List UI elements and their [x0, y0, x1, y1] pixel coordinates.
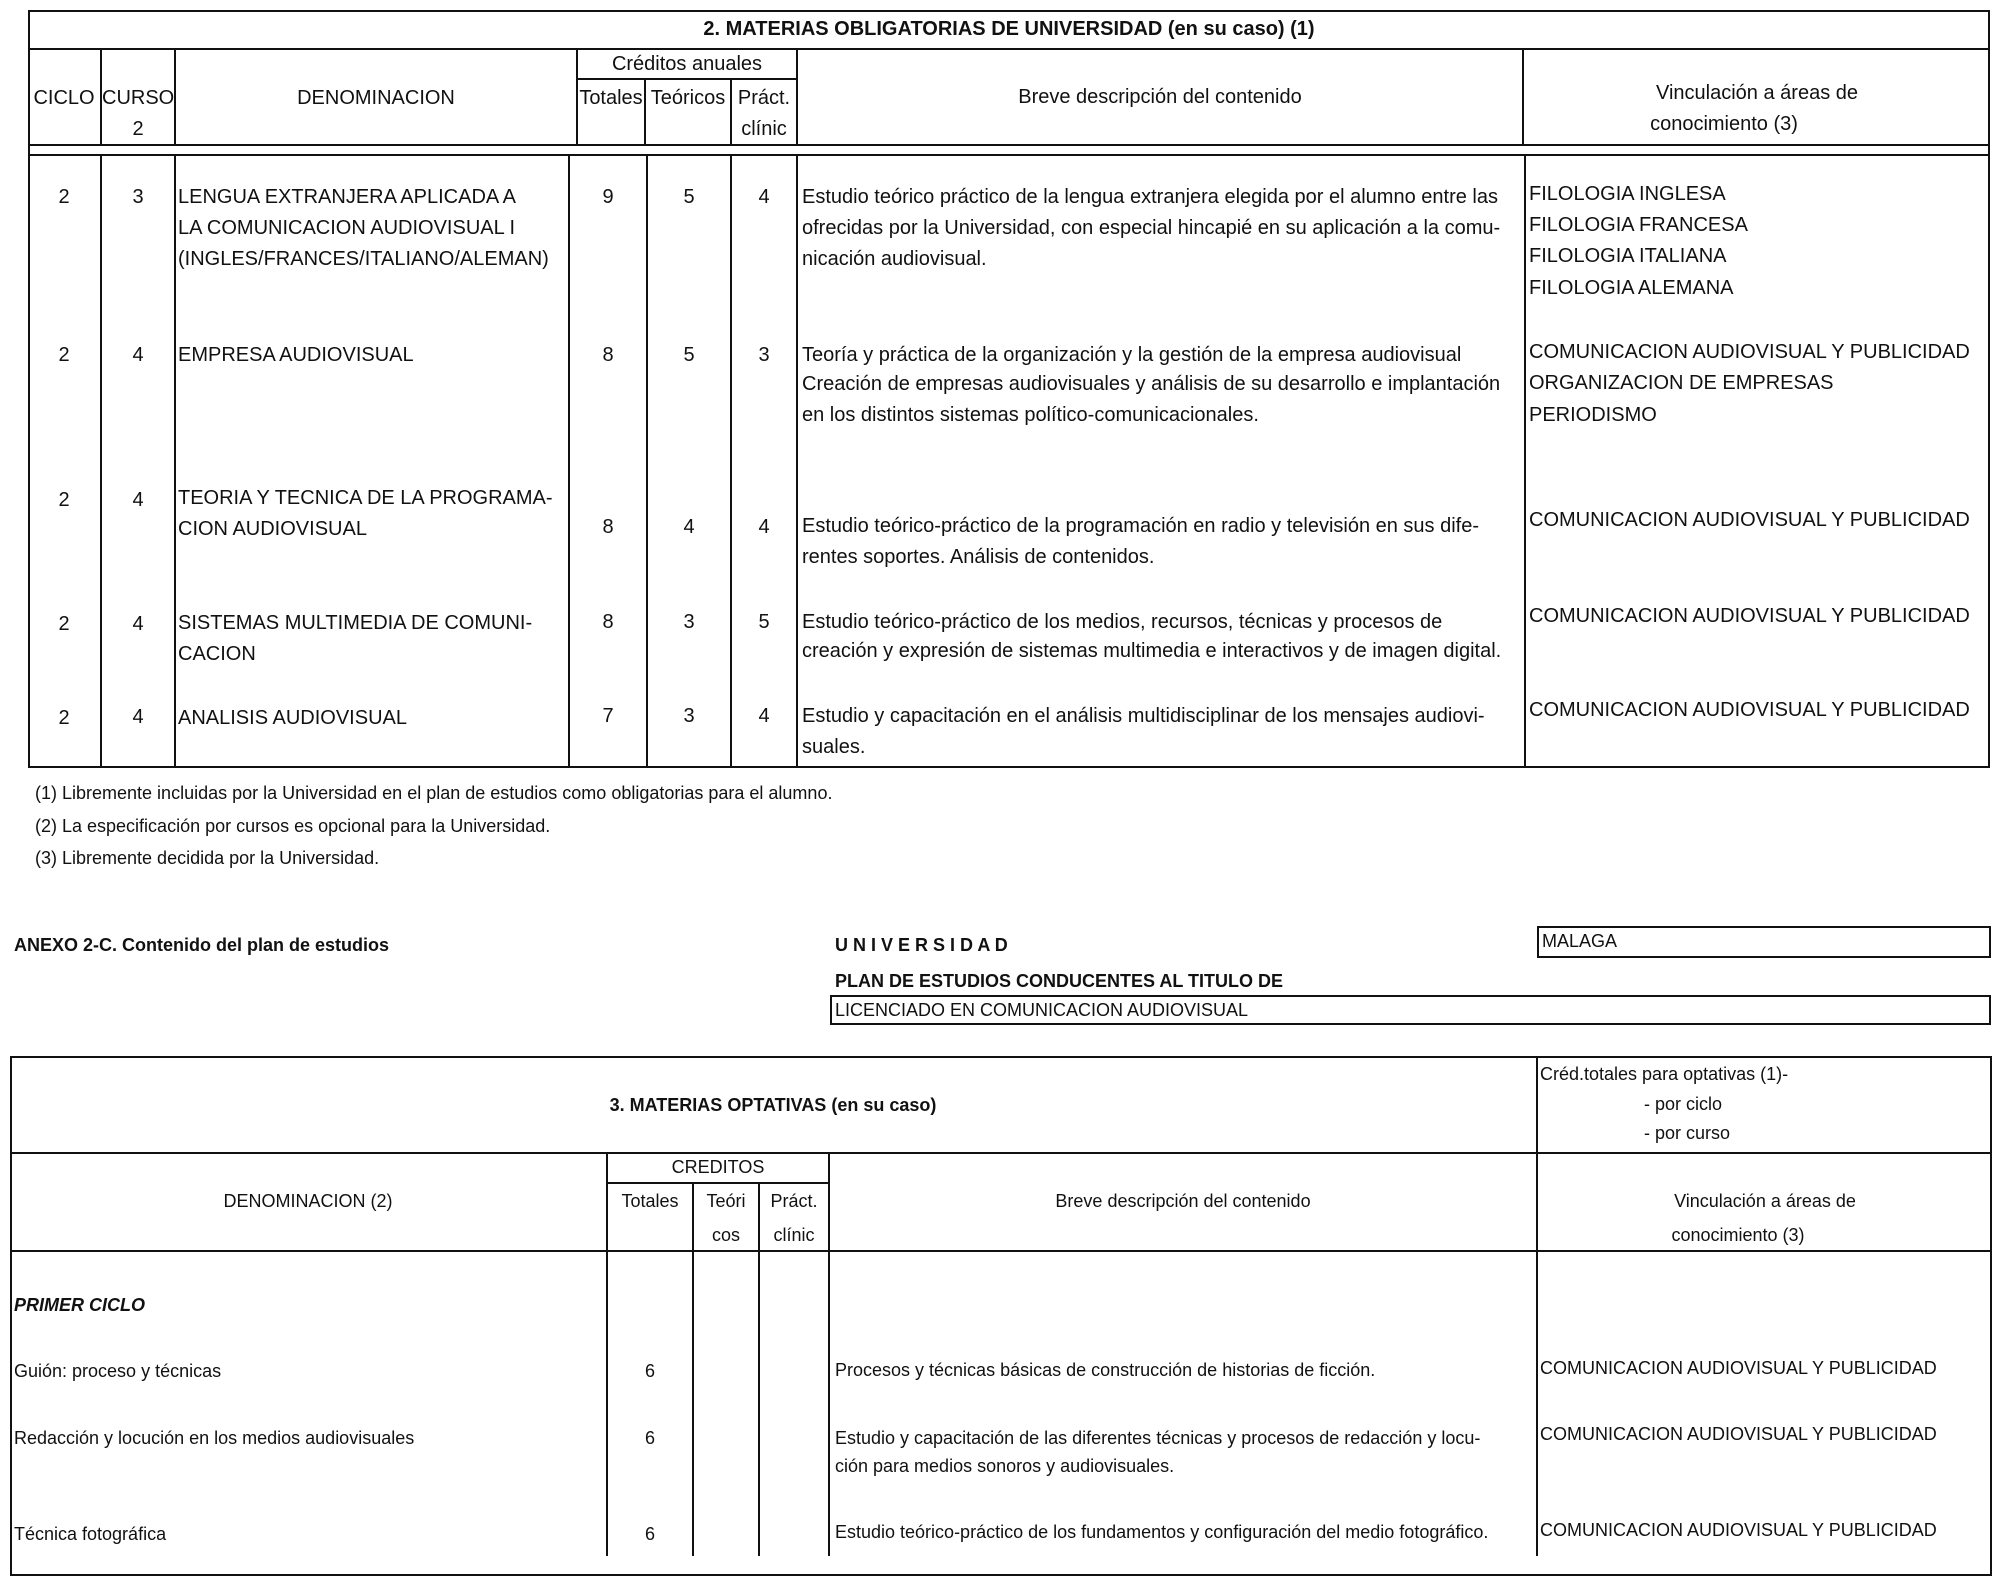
cell-teoricos: 5 [683, 186, 695, 208]
header-creditos-anuales: Créditos anuales [611, 53, 763, 75]
cell-descripcion: creación y expresión de sistemas multimedia e interactivos y de imagen digital. [802, 640, 1502, 662]
cell-area: COMUNICACION AUDIOVISUAL Y PUBLICIDAD [1540, 1358, 1937, 1378]
cell-area: COMUNICACION AUDIOVISUAL Y PUBLICIDAD [1540, 1520, 1937, 1540]
table-divider [28, 144, 1990, 146]
table-divider [28, 48, 1990, 50]
cell-area: COMUNICACION AUDIOVISUAL Y PUBLICIDAD [1529, 699, 1970, 721]
section-primer-ciclo: PRIMER CICLO [14, 1295, 146, 1315]
header-teoricos: Teóri [706, 1191, 746, 1211]
header-ciclo: CICLO [33, 87, 95, 109]
cell-practicos: 4 [758, 516, 770, 538]
cell-denominacion: ANALISIS AUDIOVISUAL [178, 707, 407, 729]
cell-denominacion: Técnica fotográfica [14, 1524, 167, 1544]
table-divider [1536, 1056, 1538, 1152]
header-totales: Totales [579, 87, 643, 109]
table-divider [28, 154, 1990, 156]
cell-practicos: 4 [758, 186, 770, 208]
cell-descripcion: Estudio teórico-práctico de los medios, recursos, técnicas y procesos de [802, 611, 1443, 633]
cell-area: PERIODISMO [1529, 404, 1657, 426]
cell-ciclo: 2 [58, 707, 70, 729]
cell-area: COMUNICACION AUDIOVISUAL Y PUBLICIDAD [1529, 605, 1970, 627]
cell-descripcion: Estudio y capacitación en el análisis multidisciplinar de los mensajes audiovi- [802, 705, 1485, 727]
cell-ciclo: 2 [58, 186, 70, 208]
cell-ciclo: 2 [58, 613, 70, 635]
cell-area: FILOLOGIA FRANCESA [1529, 214, 1748, 236]
cell-ciclo: 2 [58, 489, 70, 511]
cell-teoricos: 4 [683, 516, 695, 538]
header-vinculacion-l2: conocimiento (3) [1650, 113, 1798, 135]
plan-label: PLAN DE ESTUDIOS CONDUCENTES AL TITULO DE [835, 971, 1284, 991]
cell-denominacion: LENGUA EXTRANJERA APLICADA A [178, 186, 516, 208]
cell-totales: 7 [602, 705, 614, 727]
table-divider [100, 154, 102, 768]
header-curso: CURSO [102, 87, 175, 109]
cred-totales-ciclo: - por ciclo [1644, 1094, 1723, 1114]
universidad-label: U N I V E R S I D A D [835, 935, 1008, 955]
annex-label: ANEXO 2-C. Contenido del plan de estudios [14, 935, 390, 955]
header-practicos: Práct. [770, 1191, 818, 1211]
header-teoricos: Teóricos [650, 87, 726, 109]
cred-totales-label: Créd.totales para optativas (1)- [1540, 1064, 1789, 1084]
header-curso-note: 2 [132, 118, 144, 140]
cell-curso: 4 [132, 344, 144, 366]
footnote: (1) Libremente incluidas por la Universidad en el plan de estudios como obligatorias para el alumno. [35, 783, 833, 803]
cell-denominacion: CACION [178, 643, 256, 665]
footnote: (3) Libremente decidida por la Universidad. [35, 848, 380, 868]
table-divider [608, 1182, 830, 1184]
header-denominacion: DENOMINACION [297, 87, 455, 109]
header-descripcion: Breve descripción del contenido [1018, 86, 1302, 108]
cell-descripcion: Procesos y técnicas básicas de construcción de historias de ficción. [835, 1360, 1376, 1380]
cell-denominacion: Redacción y locución en los medios audiovisuales [14, 1428, 415, 1448]
titulo-value: LICENCIADO EN COMUNICACION AUDIOVISUAL [835, 1000, 1249, 1020]
cell-teoricos: 3 [683, 611, 695, 633]
cell-descripcion: en los distintos sistemas político-comunicacionales. [802, 404, 1259, 426]
cell-area: FILOLOGIA INGLESA [1529, 183, 1726, 205]
cred-totales-curso: - por curso [1644, 1123, 1731, 1143]
table-divider [568, 154, 570, 768]
table-divider [730, 154, 732, 768]
table-divider [10, 1152, 1992, 1154]
footnote: (2) La especificación por cursos es opcional para la Universidad. [35, 816, 551, 836]
cell-area: FILOLOGIA ALEMANA [1529, 277, 1734, 299]
header-vinculacion-l2: conocimiento (3) [1671, 1225, 1805, 1245]
header-teoricos-l2: cos [711, 1225, 740, 1245]
cell-descripcion: Teoría y práctica de la organización y la gestión de la empresa audiovisual [802, 344, 1462, 366]
cell-denominacion: LA COMUNICACION AUDIOVISUAL I [178, 217, 516, 239]
table-divider [10, 1250, 1992, 1252]
cell-descripcion: Estudio teórico práctico de la lengua extranjera elegida por el alumno entre las [802, 186, 1498, 208]
cell-denominacion: EMPRESA AUDIOVISUAL [178, 344, 414, 366]
table-title: 2. MATERIAS OBLIGATORIAS DE UNIVERSIDAD (en su caso) (1) [703, 18, 1315, 40]
cell-descripcion: nicación audiovisual. [802, 248, 987, 270]
header-totales: Totales [621, 1191, 679, 1211]
cell-practicos: 4 [758, 705, 770, 727]
header-descripcion: Breve descripción del contenido [1055, 1191, 1311, 1211]
cell-area: COMUNICACION AUDIOVISUAL Y PUBLICIDAD [1540, 1424, 1937, 1444]
cell-totales: 8 [602, 344, 614, 366]
cell-denominacion: Guión: proceso y técnicas [14, 1361, 222, 1381]
cell-curso: 3 [132, 186, 144, 208]
cell-area: FILOLOGIA ITALIANA [1529, 245, 1727, 267]
cell-curso: 4 [132, 706, 144, 728]
cell-practicos: 5 [758, 611, 770, 633]
cell-denominacion: CION AUDIOVISUAL [178, 518, 367, 540]
cell-descripcion: Estudio y capacitación de las diferentes técnicas y procesos de redacción y locu- [835, 1428, 1481, 1448]
cell-area: COMUNICACION AUDIOVISUAL Y PUBLICIDAD [1529, 509, 1970, 531]
header-vinculacion: Vinculación a áreas de [1674, 1191, 1856, 1211]
header-practicos-l2: clínic [773, 1225, 815, 1245]
cell-descripcion: ción para medios sonoros y audiovisuales. [835, 1456, 1175, 1476]
universidad-value: MALAGA [1542, 931, 1618, 951]
cell-totales: 6 [644, 1361, 655, 1381]
cell-area: COMUNICACION AUDIOVISUAL Y PUBLICIDAD [1529, 341, 1970, 363]
cell-totales: 9 [602, 186, 614, 208]
header-denominacion: DENOMINACION (2) [223, 1191, 393, 1211]
cell-area: ORGANIZACION DE EMPRESAS [1529, 372, 1834, 394]
table-divider [646, 154, 648, 768]
cell-descripcion: suales. [802, 736, 866, 758]
cell-descripcion: ofrecidas por la Universidad, con especial hincapié en su aplicación a la comu- [802, 217, 1501, 239]
cell-descripcion: Creación de empresas audiovisuales y análisis de su desarrollo e implantación [802, 373, 1501, 395]
cell-totales: 6 [644, 1524, 655, 1544]
cell-teoricos: 3 [683, 705, 695, 727]
table-title: 3. MATERIAS OPTATIVAS (en su caso) [609, 1095, 937, 1115]
cell-denominacion: SISTEMAS MULTIMEDIA DE COMUNI- [178, 612, 533, 634]
header-creditos: CREDITOS [671, 1157, 765, 1177]
cell-descripcion: Estudio teórico-práctico de la programación en radio y televisión en sus dife- [802, 515, 1480, 537]
table-divider [174, 154, 176, 768]
cell-teoricos: 5 [683, 344, 695, 366]
header-practicos-l2: clínic [741, 118, 787, 140]
cell-totales: 6 [644, 1428, 655, 1448]
table-divider [1524, 154, 1526, 768]
cell-curso: 4 [132, 613, 144, 635]
cell-totales: 8 [602, 611, 614, 633]
cell-denominacion: (INGLES/FRANCES/ITALIANO/ALEMAN) [178, 248, 549, 270]
cell-ciclo: 2 [58, 344, 70, 366]
cell-totales: 8 [602, 516, 614, 538]
header-vinculacion: Vinculación a áreas de [1656, 82, 1858, 104]
cell-practicos: 3 [758, 344, 770, 366]
cell-curso: 4 [132, 489, 144, 511]
cell-descripcion: Estudio teórico-práctico de los fundamentos y configuración del medio fotográfico. [835, 1522, 1489, 1542]
cell-denominacion: TEORIA Y TECNICA DE LA PROGRAMA- [178, 487, 553, 509]
header-practicos: Práct. [737, 87, 791, 109]
table-divider [796, 154, 798, 768]
cell-descripcion: rentes soportes. Análisis de contenidos. [802, 546, 1155, 568]
